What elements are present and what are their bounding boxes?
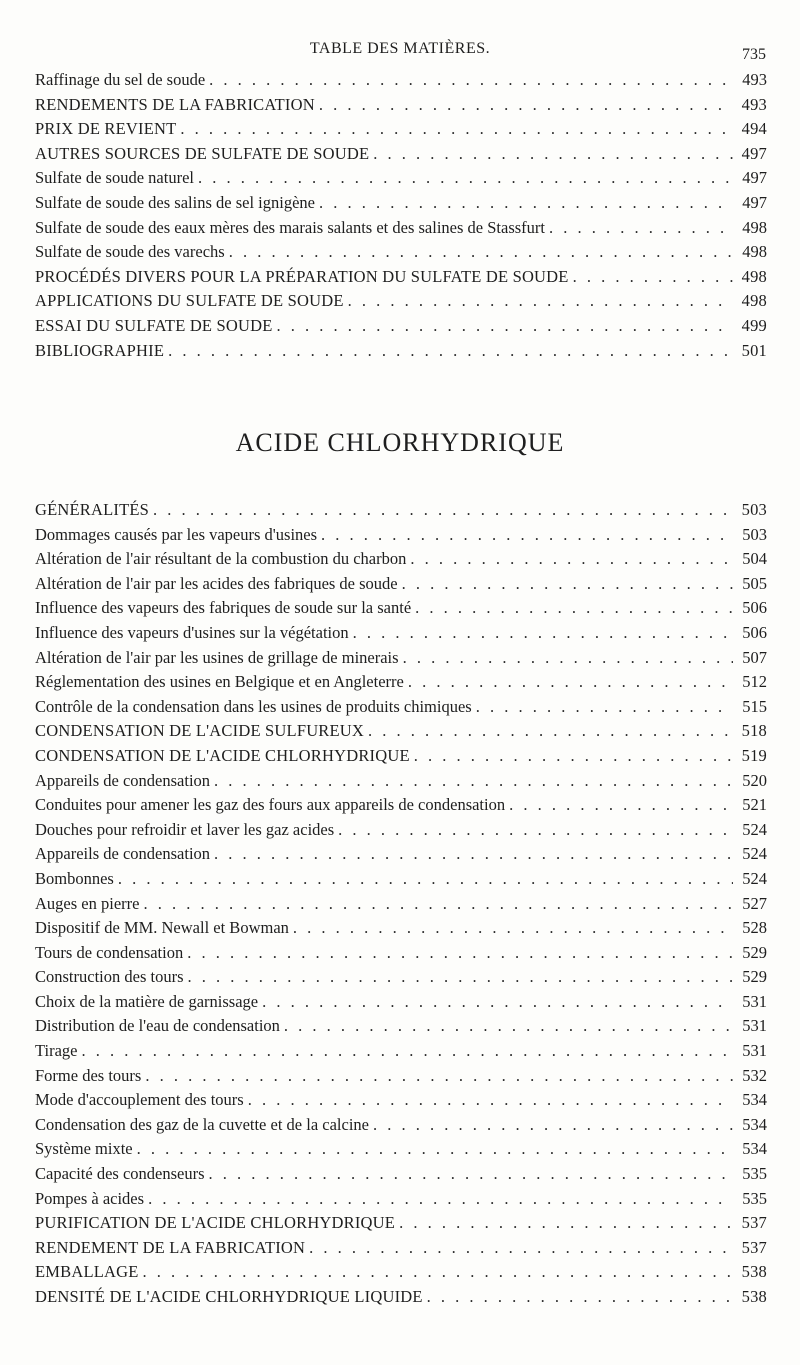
- toc-entry-page: 501: [741, 340, 767, 360]
- dot-leader: [277, 316, 733, 336]
- toc-entry-page: 518: [741, 721, 767, 741]
- toc-entry-page: 503: [741, 500, 767, 519]
- dot-leader: [118, 869, 733, 889]
- toc-entry: [35, 1090, 767, 1115]
- dot-leader: [293, 918, 733, 938]
- toc-entry-label: Capacité des condenseurs: [35, 1164, 205, 1184]
- toc-entry-page: 498: [741, 291, 767, 311]
- toc-entry: [35, 697, 767, 722]
- toc-entry: [35, 795, 767, 820]
- dot-leader: [414, 746, 733, 766]
- toc-entry-page: 527: [742, 893, 767, 913]
- toc-entry-label: GÉNÉRALITÉS: [35, 500, 150, 519]
- dot-leader: [373, 144, 733, 164]
- toc-entry-page: 504: [742, 549, 767, 569]
- toc-entry-page: 512: [742, 672, 767, 692]
- toc-entry-label: Conduites pour amener les gaz des fours aux appareils de condensation: [35, 795, 506, 815]
- dot-leader: [148, 1189, 733, 1209]
- toc-entry-label: Sulfate de soude naturel: [35, 168, 194, 188]
- toc-entry: [35, 771, 767, 796]
- toc-entry-page: 498: [742, 217, 767, 237]
- toc-entry: [35, 242, 767, 267]
- toc-entry-page: 534: [742, 1114, 767, 1134]
- dot-leader: [262, 992, 733, 1012]
- toc-entry: [35, 549, 767, 574]
- toc-entry: [35, 1066, 767, 1091]
- dot-leader: [143, 894, 733, 914]
- toc-entry-label: DENSITÉ DE L'ACIDE CHLORHYDRIQUE LIQUIDE: [35, 1287, 423, 1306]
- dot-leader: [338, 820, 733, 840]
- toc-entry-page: 531: [742, 1016, 767, 1036]
- toc-entry-page: 534: [742, 1139, 767, 1159]
- toc-entry-label: Sulfate de soude des salins de sel ignigène: [35, 192, 315, 212]
- toc-entry-label: Contrôle de la condensation dans les usines de produits chimiques: [35, 696, 472, 716]
- dot-leader: [476, 697, 733, 717]
- toc-entry: [35, 1189, 767, 1214]
- dot-leader: [573, 267, 733, 287]
- toc-entry: [35, 1238, 767, 1263]
- dot-leader: [373, 1115, 733, 1135]
- toc-entry-label: Pompes à acides: [35, 1188, 145, 1208]
- toc-entry-page: 493: [742, 70, 767, 89]
- toc-entry-label: ESSAI DU SULFATE DE SOUDE: [35, 315, 273, 335]
- page-number: 735: [742, 46, 766, 63]
- toc-entry-label: Tours de condensation: [35, 942, 184, 962]
- dot-leader: [319, 193, 733, 213]
- toc-entry: [35, 721, 767, 746]
- dot-leader: [180, 119, 733, 139]
- toc-entry-page: 493: [741, 94, 767, 114]
- running-title: TABLE DES MATIÈRES.: [309, 40, 491, 57]
- dot-leader: [549, 218, 733, 238]
- toc-entry-page: 503: [742, 524, 767, 544]
- toc-entry-page: 499: [741, 315, 767, 335]
- dot-leader: [209, 1164, 733, 1184]
- toc-entry: [35, 70, 767, 95]
- dot-leader: [81, 1041, 733, 1061]
- toc-entry-page: 506: [742, 622, 767, 642]
- toc-entry-label: Appareils de condensation: [35, 770, 211, 790]
- toc-entry-label: Mode d'accouplement des tours: [35, 1090, 244, 1110]
- dot-leader: [408, 672, 733, 692]
- toc-entry: [35, 623, 767, 648]
- dot-leader: [321, 525, 733, 545]
- toc-entry-label: Construction des tours: [35, 967, 184, 987]
- toc-entry-label: RENDEMENTS DE LA FABRICATION: [35, 94, 315, 114]
- toc-entry: [35, 218, 767, 243]
- dot-leader: [410, 549, 733, 569]
- toc-entry-label: Douches pour refroidir et laver les gaz acides: [35, 819, 335, 839]
- toc-entry: [35, 193, 767, 218]
- toc-entry-page: 535: [742, 1164, 767, 1184]
- toc-entry-page: 537: [741, 1237, 767, 1257]
- dot-leader: [402, 574, 733, 594]
- toc-entry: [35, 168, 767, 193]
- toc-entry-label: Altération de l'air par les usines de grillage de minerais: [35, 647, 399, 667]
- toc-entry: [35, 267, 767, 292]
- toc-entry: [35, 1164, 767, 1189]
- toc-entry-label: Condensation des gaz de la cuvette et de la calcine: [35, 1114, 369, 1134]
- dot-leader: [399, 1213, 733, 1233]
- dot-leader: [403, 648, 733, 668]
- toc-entry-label: Bombonnes: [35, 868, 114, 888]
- toc-entry: [35, 95, 767, 120]
- toc-entry-label: Distribution de l'eau de condensation: [35, 1016, 280, 1036]
- dot-leader: [284, 1016, 733, 1036]
- toc-entry-label: Forme des tours: [35, 1065, 142, 1085]
- toc-entry-page: 524: [742, 819, 767, 839]
- toc-entry-label: Réglementation des usines en Belgique et en Angleterre: [35, 672, 404, 692]
- toc-entry-page: 524: [742, 868, 767, 888]
- toc-entry: [35, 672, 767, 697]
- toc-entry-label: Influence des vapeurs des fabriques de soude sur la santé: [35, 598, 412, 618]
- dot-leader: [319, 95, 733, 115]
- toc-entry: [35, 648, 767, 673]
- toc-entry-page: 538: [741, 1262, 767, 1282]
- toc-entry-label: Appareils de condensation: [35, 844, 211, 864]
- toc-entry-page: 494: [741, 119, 767, 139]
- toc-entry-label: Tirage: [35, 1041, 78, 1061]
- dot-leader: [168, 341, 733, 361]
- toc-entry-label: APPLICATIONS DU SULFATE DE SOUDE: [35, 291, 344, 311]
- toc-entry: [35, 598, 767, 623]
- toc-entry-label: RENDEMENT DE LA FABRICATION: [35, 1237, 306, 1257]
- toc-entry: [35, 341, 767, 366]
- toc-entry: [35, 1287, 767, 1312]
- toc-entry-label: Altération de l'air par les acides des fabriques de soude: [35, 573, 398, 593]
- dot-leader: [145, 1066, 733, 1086]
- dot-leader: [348, 291, 733, 311]
- toc-entry-label: Système mixte: [35, 1139, 133, 1159]
- toc-entry: [35, 316, 767, 341]
- toc-entry: [35, 1016, 767, 1041]
- toc-entry-page: 506: [742, 598, 767, 618]
- toc-entry-label: Altération de l'air résultant de la combustion du charbon: [35, 549, 407, 569]
- dot-leader: [368, 721, 733, 741]
- toc-entry: [35, 1262, 767, 1287]
- toc-entry: [35, 1213, 767, 1238]
- toc-entry: [35, 967, 767, 992]
- toc-entry-label: AUTRES SOURCES DE SULFATE DE SOUDE: [35, 143, 370, 163]
- dot-leader: [188, 967, 734, 987]
- toc-entry: [35, 894, 767, 919]
- toc-entry-page: 534: [742, 1090, 767, 1110]
- toc-entry-page: 498: [741, 266, 767, 286]
- toc-entry-page: 520: [742, 770, 767, 790]
- dot-leader: [143, 1262, 733, 1282]
- dot-leader: [153, 500, 733, 520]
- toc-entry-page: 521: [742, 795, 767, 815]
- toc-entry: [35, 574, 767, 599]
- toc-entry-label: Influence des vapeurs d'usines sur la végétation: [35, 622, 349, 642]
- toc-entry-page: 537: [741, 1213, 767, 1233]
- toc-entry-page: 497: [742, 192, 767, 212]
- toc-entry: [35, 1115, 767, 1140]
- toc-entry: [35, 119, 767, 144]
- toc-entry: [35, 746, 767, 771]
- toc-entry-page: 528: [742, 918, 767, 938]
- toc-entry-label: Sulfate de soude des varechs: [35, 242, 225, 262]
- dot-leader: [198, 168, 733, 188]
- toc-entry-page: 535: [742, 1188, 767, 1208]
- toc-entry-label: PROCÉDÉS DIVERS POUR LA PRÉPARATION DU SULFATE DE SOUDE: [35, 266, 569, 286]
- toc-entry-page: 519: [741, 745, 767, 765]
- dot-leader: [248, 1090, 733, 1110]
- toc-entry-label: Auges en pierre: [35, 893, 140, 913]
- dot-leader: [427, 1287, 733, 1307]
- toc-entry: [35, 525, 767, 550]
- toc-entry-page: 497: [741, 143, 767, 163]
- toc-entry-label: CONDENSATION DE L'ACIDE SULFUREUX: [35, 721, 365, 741]
- dot-leader: [209, 70, 733, 90]
- toc-entry-label: PURIFICATION DE L'ACIDE CHLORHYDRIQUE: [35, 1213, 396, 1233]
- toc-entry-page: 524: [742, 844, 767, 864]
- toc-entry-label: BIBLIOGRAPHIE: [35, 340, 165, 360]
- toc-entry-page: 515: [742, 696, 767, 716]
- toc-entry-page: 529: [742, 967, 767, 987]
- toc-entry-page: 531: [742, 1041, 767, 1061]
- toc-entry-page: 498: [742, 242, 767, 262]
- toc-top-section: [35, 70, 767, 365]
- toc-entry-page: 529: [742, 942, 767, 962]
- toc-entry-page: 497: [742, 168, 767, 188]
- toc-entry: [35, 992, 767, 1017]
- dot-leader: [353, 623, 733, 643]
- toc-entry-page: 538: [741, 1287, 767, 1306]
- toc-entry-page: 531: [742, 991, 767, 1011]
- dot-leader: [214, 844, 733, 864]
- section-heading: ACIDE CHLORHYDRIQUE: [235, 428, 565, 457]
- dot-leader: [214, 771, 733, 791]
- toc-entry-label: Raffinage du sel de soude: [35, 70, 206, 89]
- toc-entry-label: EMBALLAGE: [35, 1262, 139, 1282]
- toc-entry-label: Sulfate de soude des eaux mères des marais salants et des salines de Stassfurt: [35, 217, 545, 237]
- toc-entry: [35, 869, 767, 894]
- toc-entry: [35, 500, 767, 525]
- toc-entry: [35, 1139, 767, 1164]
- toc-entry-page: 532: [742, 1065, 767, 1085]
- toc-entry: [35, 1041, 767, 1066]
- dot-leader: [187, 943, 733, 963]
- toc-entry: [35, 291, 767, 316]
- toc-entry: [35, 820, 767, 845]
- toc-entry-label: Dommages causés par les vapeurs d'usines: [35, 524, 318, 544]
- dot-leader: [137, 1139, 733, 1159]
- running-head: [0, 40, 800, 68]
- dot-leader: [415, 598, 733, 618]
- toc-entry-page: 507: [742, 647, 767, 667]
- toc-entry-label: CONDENSATION DE L'ACIDE CHLORHYDRIQUE: [35, 745, 410, 765]
- toc-entry-page: 505: [742, 573, 767, 593]
- toc-entry: [35, 844, 767, 869]
- dot-leader: [309, 1238, 733, 1258]
- toc-entry-label: Dispositif de MM. Newall et Bowman: [35, 918, 289, 938]
- dot-leader: [509, 795, 733, 815]
- toc-entry: [35, 144, 767, 169]
- toc-entry-label: PRIX DE REVIENT: [35, 119, 177, 139]
- dot-leader: [229, 242, 733, 262]
- toc-entry: [35, 918, 767, 943]
- toc-entry: [35, 943, 767, 968]
- toc-entry-label: Choix de la matière de garnissage: [35, 991, 259, 1011]
- toc-bottom-section: [35, 500, 767, 1312]
